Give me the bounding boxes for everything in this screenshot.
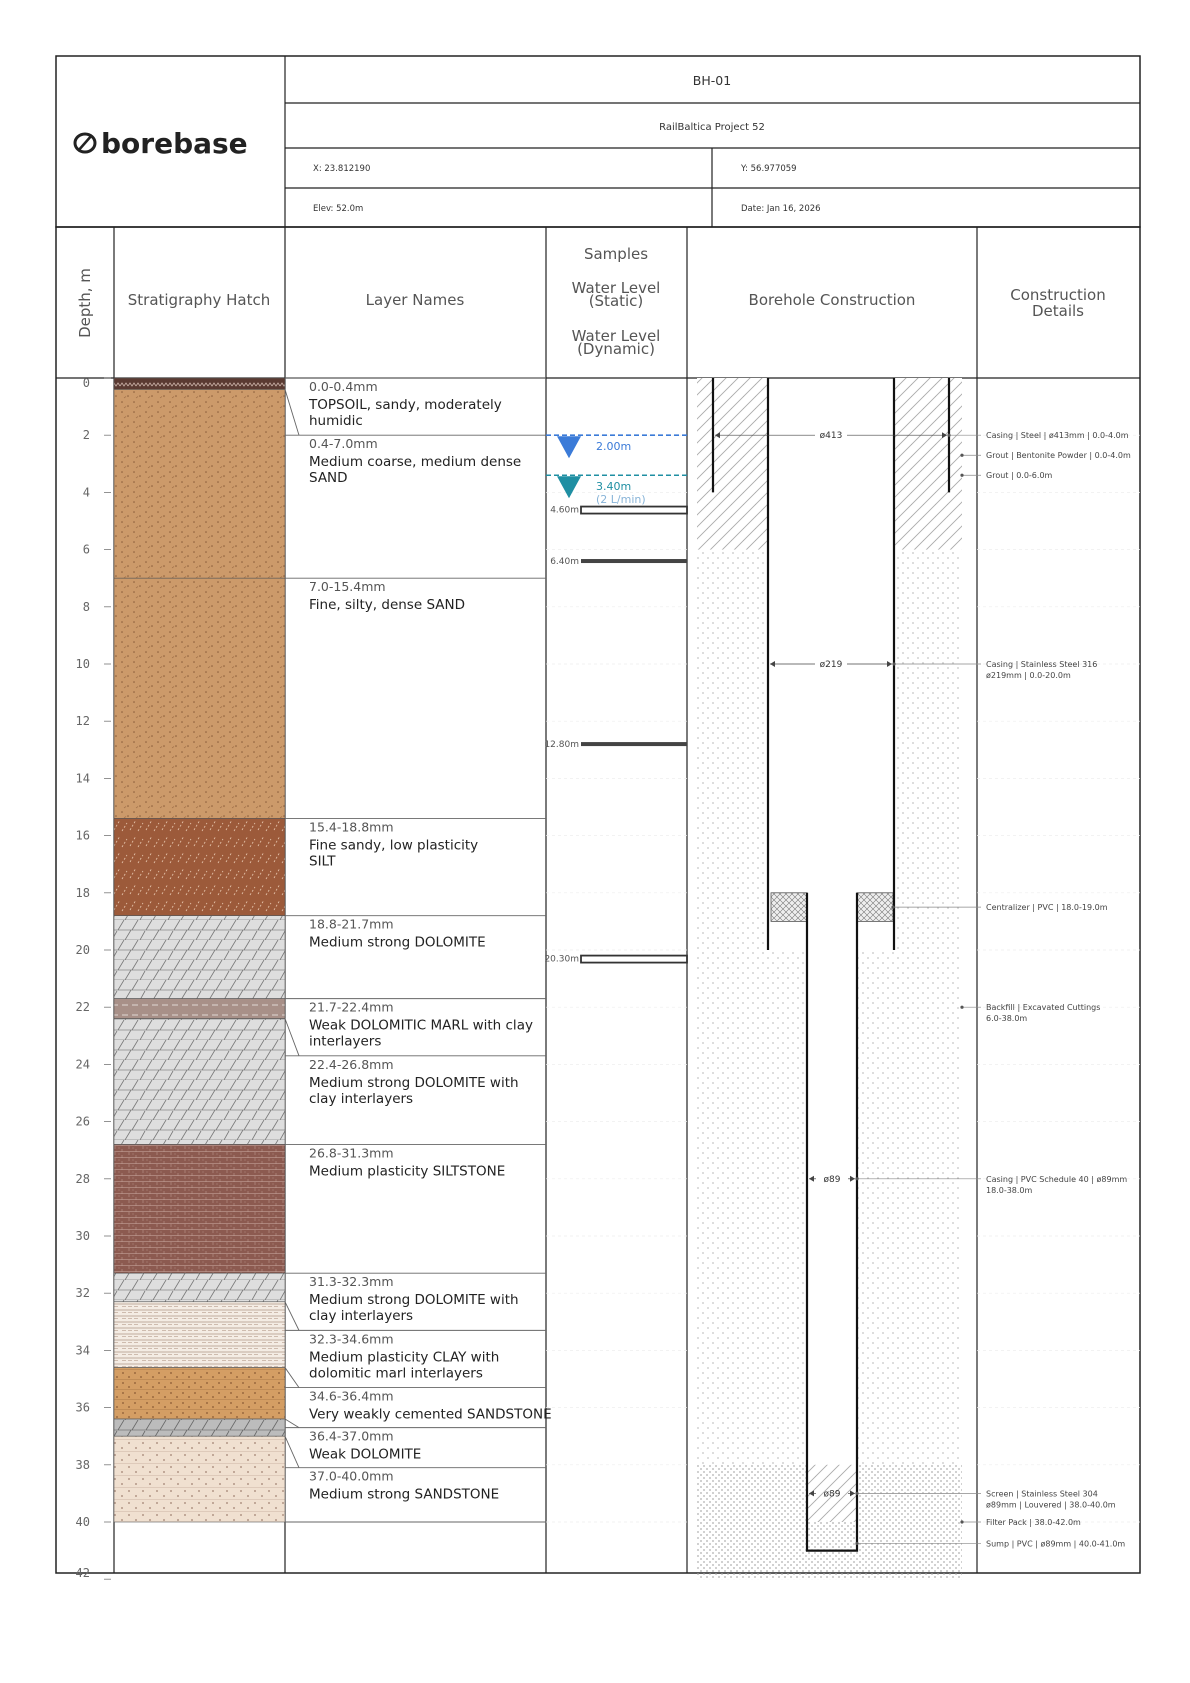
layer-description: SILT	[309, 853, 336, 870]
water-level-triangle-icon	[557, 476, 581, 498]
detail-leader-dot-icon	[960, 1520, 963, 1523]
water-level-triangle-icon	[557, 436, 581, 458]
layer-leader-line	[285, 1019, 299, 1056]
hatch-topsoil	[114, 378, 285, 389]
detail-leader-dot-icon	[960, 1006, 963, 1009]
wl-dynamic-header-line1: Water Level	[571, 327, 661, 345]
dimension-label: ø89	[823, 1174, 841, 1185]
construction-detail-text: 18.0-38.0m	[986, 1185, 1033, 1195]
hatch-sand	[114, 578, 285, 818]
depth-tick-label: 20	[75, 943, 90, 957]
water-level-label: 3.40m	[596, 480, 632, 494]
borehole-id: BH-01	[692, 73, 732, 88]
depth-tick-label: 30	[75, 1229, 90, 1243]
sample-depth-label: 6.40m	[550, 557, 579, 568]
layer-leader-line	[285, 389, 299, 435]
logo-text: borebase	[101, 127, 248, 160]
depth-tick-label: 4	[82, 485, 90, 500]
hatch-dolomite_dark	[114, 1419, 285, 1436]
x-coordinate: X: 23.812190	[313, 164, 371, 174]
detail-leader-dot-icon	[891, 906, 894, 909]
layer-depth-range: 0.4-7.0mm	[309, 436, 378, 452]
hatch-marl	[114, 999, 285, 1019]
dimension-label: ø89	[823, 1489, 841, 1500]
layer-depth-range: 0.0-0.4mm	[309, 379, 378, 394]
depth-tick-label: 24	[75, 1057, 90, 1072]
detail-leader-dot-icon	[892, 662, 895, 665]
layer-names-column-header: Layer Names	[365, 291, 465, 309]
layer-depth-range: 22.4-26.8mm	[309, 1056, 394, 1072]
layer-depth-range: 34.6-36.4mm	[309, 1388, 394, 1404]
centralizer-left	[771, 893, 807, 922]
depth-tick-label: 10	[75, 657, 90, 671]
details-header-line2: Details	[1031, 302, 1085, 320]
construction-detail-text: Casing | Stainless Steel 316	[986, 660, 1098, 669]
borehole-construction-drawing	[697, 378, 962, 1579]
sample-marker	[581, 507, 687, 514]
layer-description: Weak DOLOMITIC MARL with clay	[309, 1017, 533, 1034]
depth-tick-label: 6	[82, 542, 90, 557]
sample-marker	[581, 559, 687, 563]
layer-description: humidic	[309, 413, 363, 429]
depth-tick-label: 32	[75, 1286, 90, 1301]
hatch-clay	[114, 1302, 285, 1368]
detail-leader-dot-icon	[855, 1492, 858, 1495]
depth-tick-label: 42	[75, 1566, 90, 1581]
depth-tick-label: 0	[82, 376, 90, 390]
construction-detail-text: Screen | Stainless Steel 304	[986, 1489, 1098, 1499]
log-date: Date: Jan 16, 2026	[741, 204, 821, 214]
depth-tick-label: 22	[75, 1000, 90, 1015]
layer-leader-line	[285, 1302, 299, 1331]
depth-axis	[76, 376, 111, 1580]
depth-gridlines	[546, 435, 1140, 1522]
pvc-casing	[807, 893, 857, 1551]
borebase-logo	[75, 127, 248, 160]
construction-detail-text: Casing | Steel | ø413mm | 0.0-4.0m	[986, 431, 1129, 441]
construction-column-header: Borehole Construction	[748, 291, 916, 309]
sample-marker	[581, 956, 687, 963]
layer-description: interlayers	[309, 1033, 382, 1050]
grout-fill-left	[697, 378, 769, 550]
project-name: RailBaltica Project 52	[659, 122, 765, 133]
hatch-dolomite	[114, 1273, 285, 1302]
layer-description: Very weakly cemented SANDSTONE	[309, 1406, 552, 1423]
hatch-sandstone_weak	[114, 1368, 285, 1419]
detail-leader-dot-icon	[960, 454, 963, 457]
layer-leader-line	[285, 1436, 299, 1467]
layer-description: Medium strong DOLOMITE with	[309, 1292, 519, 1309]
sample-marker	[581, 742, 687, 746]
detail-leader-dot-icon	[855, 1542, 858, 1545]
water-level-label: 2.00m	[596, 440, 632, 454]
construction-detail-text: Backfill | Excavated Cuttings	[986, 1003, 1101, 1013]
dimension-arrow-icon	[887, 661, 892, 667]
depth-tick-label: 26	[75, 1114, 90, 1129]
sample-depth-label: 4.60m	[550, 505, 579, 516]
centralizer-right	[857, 893, 893, 922]
layer-description: Fine, silty, dense SAND	[309, 597, 465, 614]
depth-tick-label: 34	[75, 1343, 90, 1358]
layer-description: Weak DOLOMITE	[309, 1446, 422, 1463]
sample-depth-label: 20.30m	[544, 954, 579, 965]
dimension-arrow-icon	[770, 661, 775, 667]
sample-depth-label: 12.80m	[544, 740, 579, 751]
construction-detail-text: Grout | 0.0-6.0m	[986, 471, 1053, 481]
water-levels	[546, 435, 687, 506]
depth-tick-label: 12	[75, 714, 90, 729]
grout-fill-right	[893, 378, 962, 550]
layer-description: Fine sandy, low plasticity	[309, 837, 479, 854]
construction-detail-text: Casing | PVC Schedule 40 | ø89mm	[986, 1174, 1128, 1184]
layer-depth-range: 18.8-21.7mm	[309, 916, 394, 932]
layer-depth-range: 7.0-15.4mm	[309, 579, 386, 595]
wl-static-header-line1: Water Level	[571, 279, 661, 297]
layer-depth-range: 37.0-40.0mm	[309, 1468, 394, 1484]
construction-detail-text: 6.0-38.0m	[986, 1014, 1028, 1024]
backfill-fill-left	[697, 550, 769, 1465]
depth-tick-label: 38	[75, 1457, 90, 1472]
depth-tick-label: 28	[75, 1171, 90, 1186]
samples-column	[544, 506, 687, 965]
layer-description: TOPSOIL, sandy, moderately	[309, 397, 502, 413]
hatch-siltstone	[114, 1144, 285, 1273]
layer-description: Medium strong DOLOMITE	[309, 934, 486, 951]
dimension-arrow-icon	[850, 1176, 855, 1182]
construction-detail-text: ø89mm | Louvered | 38.0-40.0m	[986, 1500, 1116, 1510]
dimension-arrow-icon	[809, 1176, 814, 1182]
detail-leader-dot-icon	[960, 474, 963, 477]
layer-depth-range: 31.3-32.3mm	[309, 1274, 394, 1290]
details-header-line1: Construction	[1010, 286, 1106, 304]
layer-depth-range: 21.7-22.4mm	[309, 999, 394, 1015]
y-coordinate: Y: 56.977059	[741, 164, 797, 174]
layer-description: Medium strong DOLOMITE with	[309, 1074, 519, 1091]
construction-detail-text: Centralizer | PVC | 18.0-19.0m	[986, 903, 1108, 913]
construction-detail-text: Grout | Bentonite Powder | 0.0-4.0m	[986, 451, 1131, 461]
depth-tick-label: 36	[75, 1400, 90, 1415]
layer-description: clay interlayers	[309, 1308, 414, 1325]
layer-leader-line	[285, 1419, 299, 1428]
layer-names-column	[285, 378, 552, 1522]
depth-tick-label: 8	[82, 599, 90, 614]
detail-leader-dot-icon	[947, 434, 950, 437]
wl-dynamic-header-line2: (Dynamic)	[577, 340, 655, 358]
hatch-column-header: Stratigraphy Hatch	[127, 291, 271, 309]
layer-depth-range: 36.4-37.0mm	[309, 1428, 394, 1444]
construction-detail-text: Filter Pack | 38.0-42.0m	[986, 1518, 1081, 1527]
construction-detail-text: ø219mm | 0.0-20.0m	[986, 671, 1071, 680]
hatch-sand	[114, 389, 285, 578]
header-block	[56, 56, 1140, 227]
hatch-dolomite	[114, 1019, 285, 1145]
depth-tick-label: 18	[75, 885, 90, 900]
leaf-icon	[75, 134, 95, 152]
depth-tick-label: 2	[82, 428, 90, 443]
layer-description: clay interlayers	[309, 1090, 414, 1107]
layer-depth-range: 15.4-18.8mm	[309, 819, 394, 835]
wl-static-header-line2: (Static)	[588, 292, 644, 310]
dimension-label: ø413	[819, 431, 843, 442]
backfill-inner-right	[857, 950, 893, 1465]
hatch-dolomite	[114, 916, 285, 999]
water-level-flow: (2 L/min)	[596, 493, 646, 507]
layer-description: Medium strong SANDSTONE	[309, 1486, 500, 1503]
layer-description: Medium plasticity SILTSTONE	[309, 1163, 506, 1180]
hatch-sandstone	[114, 1436, 285, 1522]
layer-depth-range: 26.8-31.3mm	[309, 1145, 394, 1161]
backfill-fill-right	[893, 550, 962, 1465]
depth-tick-label: 14	[75, 771, 90, 786]
layer-description: SAND	[309, 470, 348, 487]
depth-column-header: Depth, m	[76, 268, 94, 338]
layer-leader-line	[285, 1368, 299, 1388]
depth-tick-label: 40	[75, 1515, 90, 1529]
elevation: Elev: 52.0m	[313, 204, 364, 214]
dimension-label: ø219	[819, 660, 843, 670]
construction-detail-text: Sump | PVC | ø89mm | 40.0-41.0m	[986, 1539, 1126, 1549]
backfill-inner-left	[769, 950, 807, 1465]
depth-tick-label: 16	[75, 828, 90, 843]
detail-leader-dot-icon	[855, 1177, 858, 1180]
layer-description: Medium coarse, medium dense	[309, 454, 522, 471]
hatch-silt	[114, 818, 285, 915]
layer-depth-range: 32.3-34.6mm	[309, 1331, 394, 1347]
stratigraphy-hatch-column	[114, 378, 285, 1522]
samples-column-header: Samples	[583, 245, 649, 263]
layer-description: dolomitic marl interlayers	[309, 1365, 483, 1382]
layer-description: Medium plasticity CLAY with	[309, 1349, 500, 1366]
